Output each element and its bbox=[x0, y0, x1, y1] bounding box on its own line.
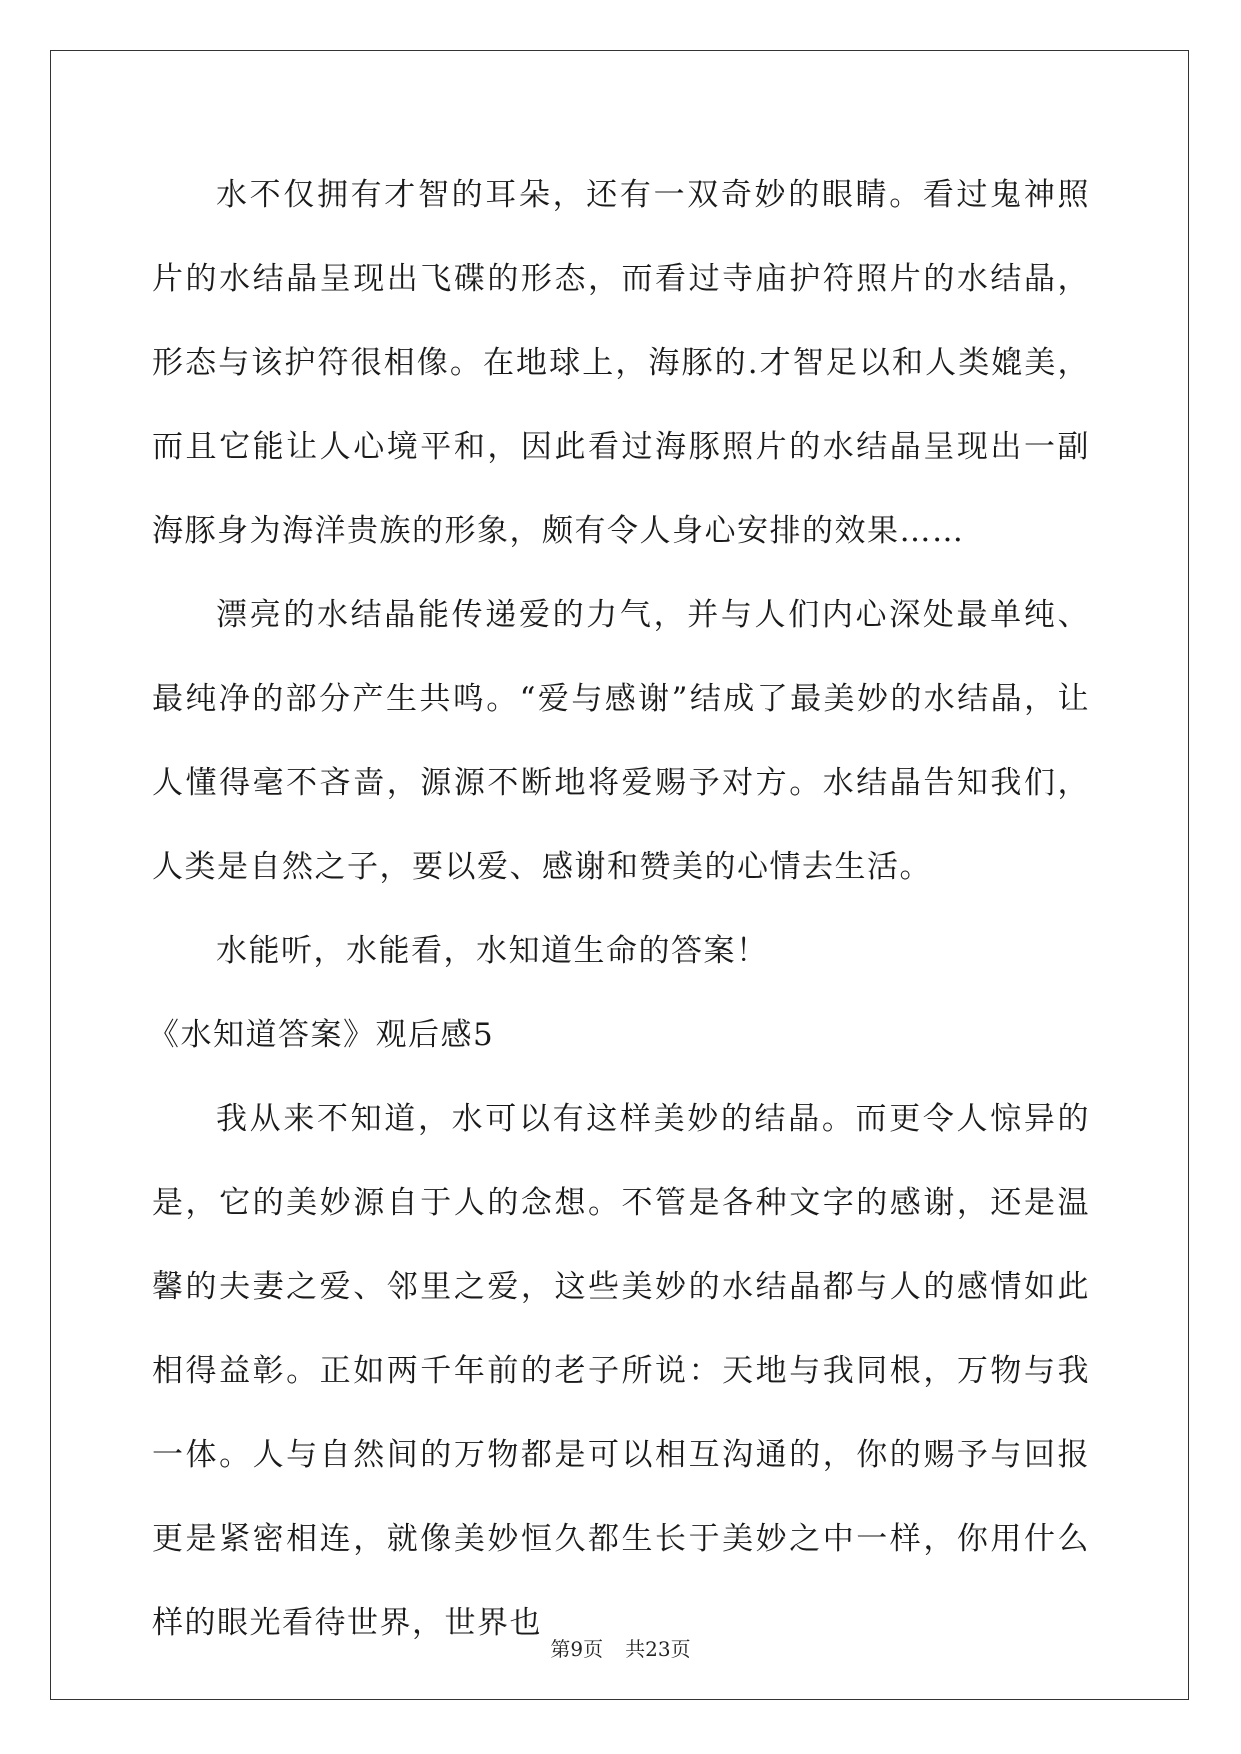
page-footer bbox=[0, 1633, 1241, 1662]
page-total: 共23页 bbox=[625, 1637, 691, 1661]
paragraph: 水不仅拥有才智的耳朵，还有一双奇妙的眼睛。看过鬼神照片的水结晶呈现出飞碟的形态，而看过寺庙护符照片的水结晶，形态与该护符很相像。在地球上，海豚的.才智足以和人类媲美，而且它能让人心境平和，因此看过海豚照片的水结晶呈现出一副海豚身为海洋贵族的形象，颇有令人身心安排的效果…… bbox=[152, 177, 1090, 549]
paragraph: 漂亮的水结晶能传递爱的力气，并与人们内心深处最单纯、最纯净的部分产生共鸣。“爱与感谢”结成了最美妙的水结晶，让人懂得毫不吝啬，源源不断地将爱赐予对方。水结晶告知我们，人类是自然之子，要以爱、感谢和赞美的心情去生活。 bbox=[152, 597, 1090, 885]
page-number: 第9页 bbox=[550, 1637, 604, 1661]
paragraph: 水能听，水能看，水知道生命的答案！ bbox=[216, 933, 769, 969]
document-body bbox=[148, 153, 1090, 1665]
paragraph: 我从来不知道，水可以有这样美妙的结晶。而更令人惊异的是，它的美妙源自于人的念想。不管是各种文字的感谢，还是温馨的夫妻之爱、邻里之爱，这些美妙的水结晶都与人的感情如此相得益彰。正如两千年前的老子所说：天地与我同根，万物与我一体。人与自然间的万物都是可以相互沟通的，你的赐予与回报更是紧密相连，就像美妙恒久都生长于美妙之中一样，你用什么样的眼光看待世界，世界也 bbox=[152, 1101, 1090, 1641]
section-heading: 《水知道答案》观后感5 bbox=[148, 1017, 495, 1053]
